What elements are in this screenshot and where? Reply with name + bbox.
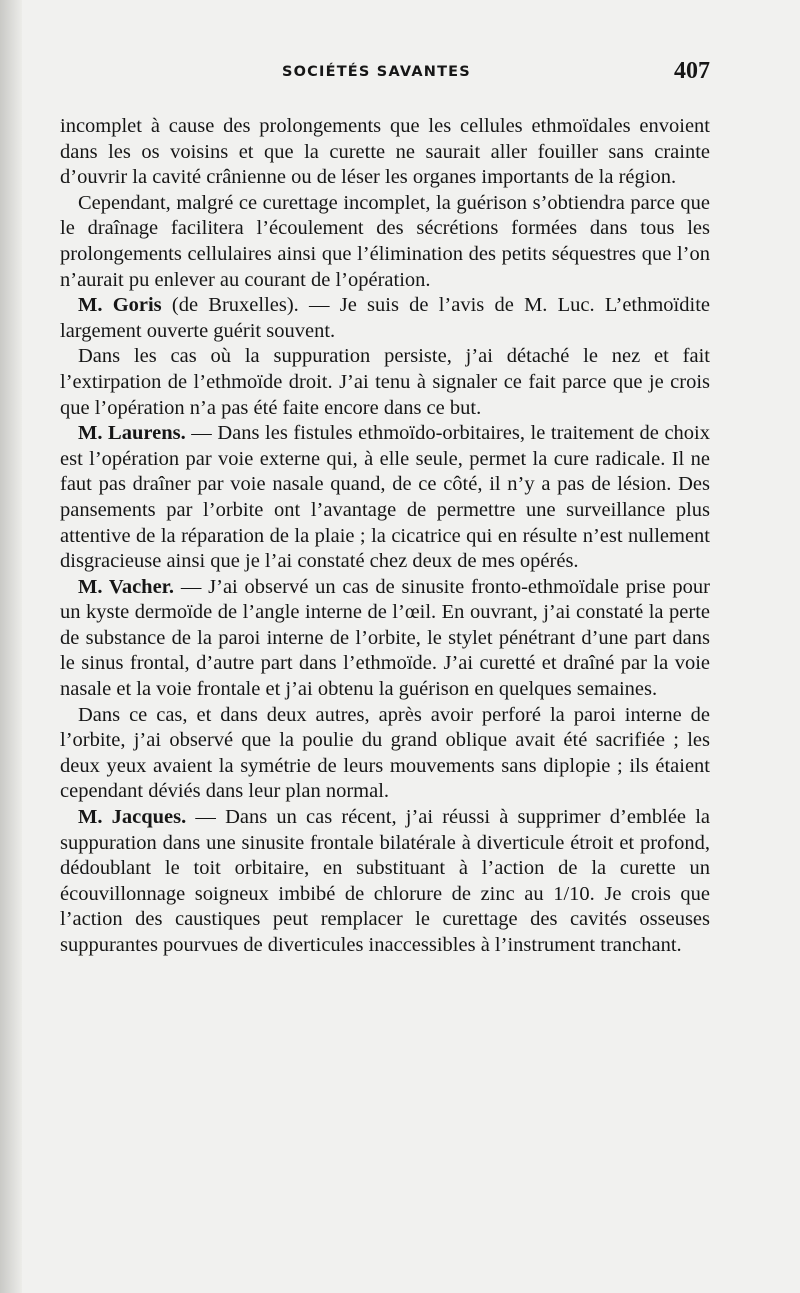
paragraph-text: (de Bruxelles). — Je suis de l’avis de M. Luc. L’ethmoïdite largement ouverte guérit souvent. bbox=[60, 294, 710, 342]
paragraph-text: incomplet à cause des prolongements que les cellules ethmoïdales envoient dans les os voisins et que la curette ne saurait aller fouiller sans crainte d’ouvrir la cavité crânienne ou de léser les organes importants de la région. bbox=[60, 115, 710, 189]
speaker-name: M. Laurens. bbox=[78, 422, 186, 445]
running-head: SOCIÉTÉS SAVANTES bbox=[282, 64, 471, 80]
paragraph bbox=[60, 344, 710, 421]
paragraph-text: Dans ce cas, et dans deux autres, après avoir perforé la paroi interne de l’orbite, j’ai observé que la poulie du grand oblique avait été sacrifiée ; les deux yeux avaient la symétrie de leurs mouvements sans diplopie ; ils étaient cependant déviés dans leur plan normal. bbox=[60, 703, 710, 803]
paragraph-text: — Dans les fistules ethmoïdo-orbitaires, le traitement de choix est l’opération par voie externe qui, à elle seule, permet la cure radicale. Il ne faut pas draîner par voie nasale quand, de ce côté, il n’y a pas de lésion. Des pansements par l’orbite ont l’avantage de permettre une surveillance plus attentive de la réparation de la plaie ; la cicatrice qui en résulte n’est nullement disgracieuse ainsi que je l’ai constaté chez deux de mes opérés. bbox=[60, 422, 710, 573]
speaker-name: M. Goris bbox=[78, 294, 162, 317]
paragraph bbox=[60, 114, 710, 191]
speaker-name: M. Jacques. bbox=[78, 806, 187, 829]
page-header bbox=[60, 58, 710, 92]
paragraph-vacher bbox=[60, 575, 710, 703]
paragraph-laurens bbox=[60, 421, 710, 575]
page-gutter-shadow bbox=[0, 0, 22, 1293]
page-body bbox=[60, 114, 710, 959]
paragraph-goris bbox=[60, 293, 710, 344]
paragraph bbox=[60, 703, 710, 805]
paragraph-jacques bbox=[60, 805, 710, 959]
paragraph bbox=[60, 191, 710, 293]
speaker-name: M. Vacher. bbox=[78, 575, 175, 598]
paragraph-text: — Dans un cas récent, j’ai réussi à supprimer d’emblée la suppuration dans une sinusite frontale bilatérale à diverticule étroit et profond, dédoublant le toit orbitaire, en substituant à l’action de la curette un écouvillonnage soigneux imbibé de chlorure de zinc au 1/10. Je crois que l’action des caustiques peut remplacer le curettage des cavités osseuses suppurantes pourvues de diverticules inaccessibles à l’instrument tranchant. bbox=[60, 806, 710, 956]
page-number: 407 bbox=[674, 58, 710, 84]
paragraph-text: Dans les cas où la suppuration persiste, j’ai détaché le nez et fait l’extirpation de l’ethmoïde droit. J’ai tenu à signaler ce fait parce que je crois que l’opération n’a pas été faite encore dans ce but. bbox=[60, 345, 710, 419]
paragraph-text: Cependant, malgré ce curettage incomplet, la guérison s’obtiendra parce que le draînage facilitera l’écoulement des sécrétions formées dans tous les prolongements cellulaires ainsi que l’élimination des petits séquestres que l’on n’aurait pu enlever au courant de l’opération. bbox=[60, 191, 710, 291]
paragraph-text: — J’ai observé un cas de sinusite fronto-ethmoïdale prise pour un kyste dermoïde de l’angle interne de l’œil. En ouvrant, j’ai constaté la perte de substance de la paroi interne de l’orbite, le stylet pénétrant d’une part dans le sinus frontal, d’autre part dans l’ethmoïde. J’ai curetté et draîné par la voie nasale et la voie frontale et j’ai obtenu la guérison en quelques semaines. bbox=[60, 575, 711, 701]
